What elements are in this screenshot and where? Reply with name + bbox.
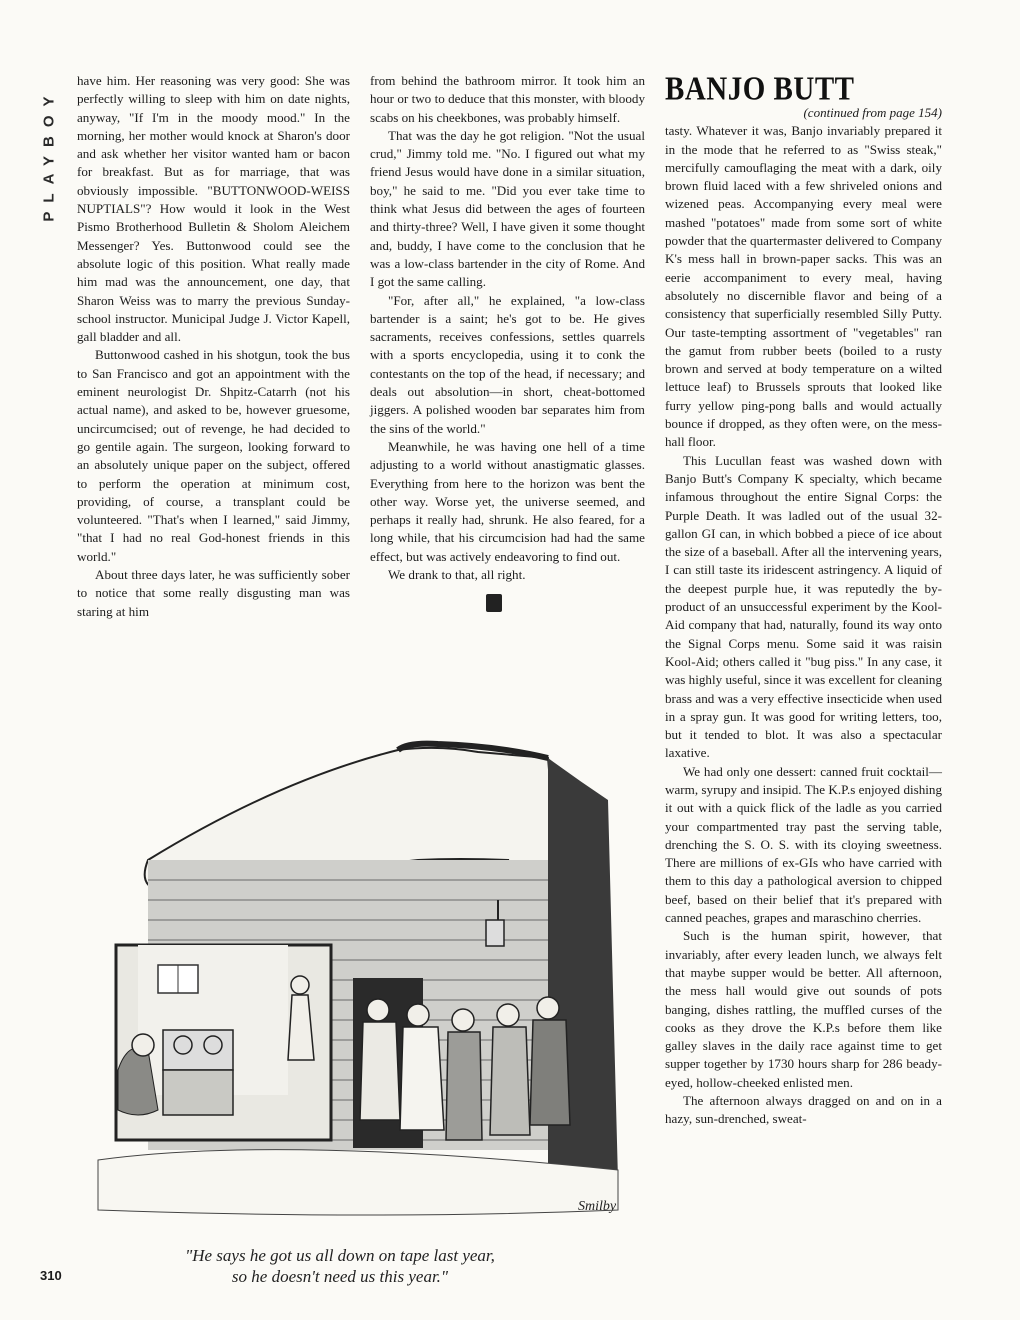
continued-note: (continued from page 154): [803, 105, 942, 120]
article-column-3: [665, 72, 942, 1129]
paragraph: That was the day he got religion. "Not the usual crud," Jimmy told me. "No. I figured out what my friend Jesus would have done in a similar situation, boy," he said to me. "Did you ever take time to think what Jesus did between the ages of fourteen and thirty-three? Well, I have given it some thought and, buddy, I have come to the conclusion that he was a low-class bartender in the city of Rome. And I got the same calling.: [370, 127, 645, 290]
paragraph: have him. Her reasoning was very good: She was perfectly willing to sleep with him on date nights, anyway, "If I'm in the moody mood." In the morning, her mother would knock at Sharon's door and ask whether her visitor wanted ham or bacon for breakfast. But as for marriage, that was obviously impossible. "BUTTONWOOD-WEISS NUPTIALS"? How would it look in the West Pismo Brotherhood Bulletin & Sholom Aleichem Messenger? Yes. Buttonwood could see the absolute logic of this position. What really made him mad was the announcement, one day, that Sharon Weiss was to marry the previous Sunday-school instructor. Municipal Judge J. Victor Kapell, gall bladder and all.: [77, 73, 350, 345]
article-column-1: [77, 72, 350, 621]
caption-line-2: so he doesn't need us this year.": [231, 1267, 449, 1286]
end-of-article-rabbit-icon: [486, 594, 502, 612]
page-number: 310: [40, 1268, 62, 1283]
paragraph: About three days later, he was sufficiently sober to notice that some really disgusting man was staring at him: [77, 567, 350, 619]
article-body: [665, 122, 942, 1128]
cartoon-illustration: [78, 740, 638, 1240]
paragraph: The afternoon always dragged on and on in a hazy, sun-drenched, sweat-: [665, 1093, 942, 1127]
paragraph: We had only one dessert: canned fruit cocktail—warm, syrupy and insipid. The K.P.s enjoyed dishing it out with a quick flick of the ladle as you carried your compartmented tray past the serving table, drenching the S. O. S. with its cloying sweetness. There are millions of ex-GIs who have carried with them to this day a pathological aversion to chipped beef, based on their belief that it's prepared with canned peaches, grapes and maraschino cherries.: [665, 763, 942, 926]
paragraph: This Lucullan feast was washed down with Banjo Butt's Company K specialty, which became infamous throughout the entire Signal Corps: the Purple Death. It was ladled out of the usual 32-gallon GI can, in which bobbed a piece of ice about the size of a baseball. After all the intervening years, I can still taste its iridescent astringency. A liquid of the deepest purple hue, it was reputedly the by-product of an unsuccessful experiment by the Kool-Aid company that had, naturally, found its way onto the Signal Corps menu. Some said it was raisin Kool-Aid; others called it "bug piss." In any case, it was highly useful, since it was excellent for cleaning brass and was a very effective insecticide when used in a spray gun. It was good for writing letters, too, but it tended to blot. It was also a spectacular laxative.: [665, 452, 942, 761]
cartoon-caption: [130, 1245, 550, 1287]
article-title: BANJO BUTT: [665, 70, 855, 108]
article-column-2: [370, 72, 645, 612]
paragraph: We drank to that, all right.: [388, 567, 526, 583]
caption-line-1: "He says he got us all down on tape last year,: [185, 1246, 495, 1265]
magazine-sidebar-logo: [36, 74, 62, 234]
paragraph: tasty. Whatever it was, Banjo invariably prepared it in the mode that he referred to as "Swiss steak," mercifully camouflaging the meat with a dark, oily brown fluid laced with a few shriveled onions and wizened peas. Accompanying every meal were mashed "potatoes" made from some sort of white powder that the quartermaster delivered to Company K's mess hall in brown-paper sacks. This was an eerie accompaniment to every meal, having absolutely no discernible flavor and being of a consistency that superficially resembled Silly Putty. Our taste-tempting assortment of "vegetables" ran the gamut from rubber beets (boiled to a rusty brown and served at body temperature on a wilted lettuce leaf) to Brussels sprouts that looked like furry yellow ping-pong balls and would actually bounce if dropped, as they often were, on the mess-hall floor.: [665, 123, 942, 450]
paragraph: "For, after all," he explained, "a low-class bartender is a saint; he's got to be. He gives sacraments, receives confessions, settles quarrels with a sports encyclopedia, using it to conk the contestants on the top of the head, if necessary; and deals out absolution—in short, cheat-bottomed jiggers. A polished wooden bar separates him from the sins of the world.": [370, 292, 645, 436]
cartoon-signature: Smilby: [578, 1199, 617, 1214]
paragraph: Such is the human spirit, however, that invariably, after every leaden lunch, we always felt that maybe supper would be better. All afternoon, the mess hall would give out sounds of pots banging, dishes rattling, the muffled curses of the cooks as they drove the K.P.s before them like galley slaves in the daily race against time to get supper together by 1730 hours sharp for 286 beady-eyed, hollow-cheeked enlisted men.: [665, 928, 942, 1090]
paragraph: Meanwhile, he was having one hell of a time adjusting to a world without anastigmatic glasses. Everything from here to the horizon was bent the other way. Worse yet, the universe seemed, and perhaps it really had, shrunk. He also feared, for a long while, that his circumcision had had the same effect, but was actively endeavoring to find out.: [370, 438, 645, 564]
paragraph: Buttonwood cashed in his shotgun, took the bus to San Francisco and got an appointment with the eminent neurologist Dr. Shpitz-Catarrh (not his actual name), and asked to be, however gruesome, uncircumcised; out of revenge, he had decided to go gentile again. The surgeon, looking forward to an absolutely unique paper on the subject, offered to perform the operation at minimum cost, providing, of course, a transplant could be volunteered. "That's when I learned," said Jimmy, "that I had no real God-honest friends in this world.": [77, 347, 350, 564]
paragraph: from behind the bathroom mirror. It took him an hour or two to deduce that this monster, with bloody scabs on his cheekbones, was probably himself.: [370, 73, 645, 125]
magazine-name: PLAYBOY: [40, 86, 58, 222]
